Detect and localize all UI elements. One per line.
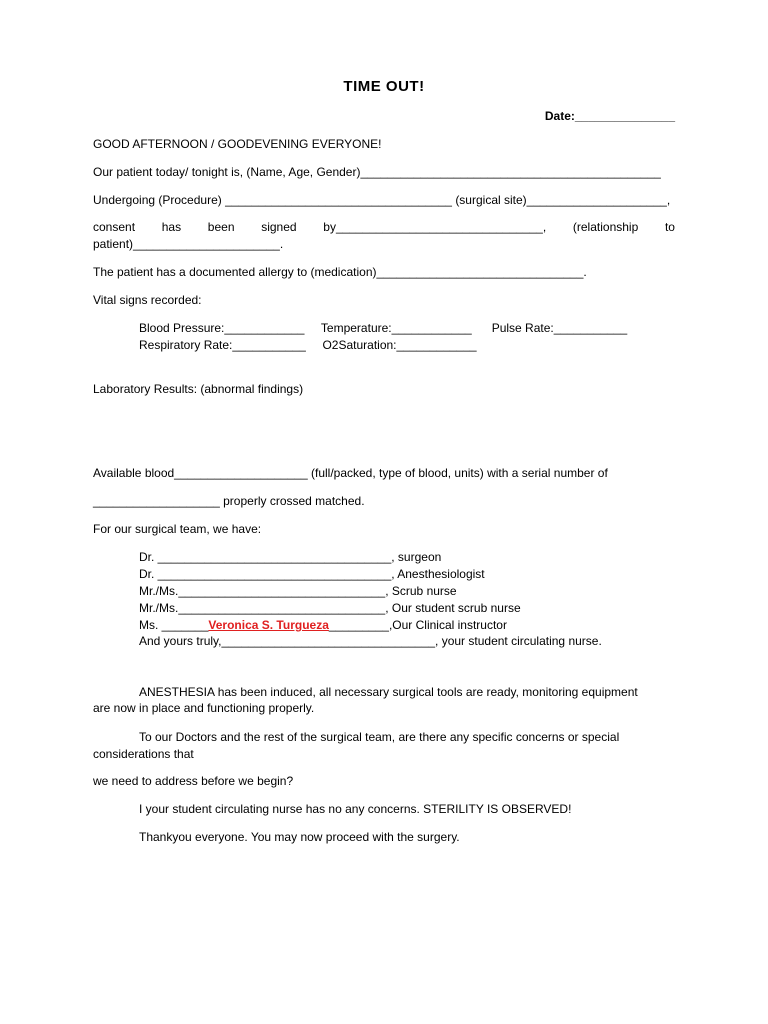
sterility-line: I your student circulating nurse has no any concerns. STERILITY IS OBSERVED! [139,802,572,816]
allergy-line: The patient has a documented allergy to (medication)_______________________________. [93,265,587,279]
team-clinical-instructor [139,618,507,633]
consent-word: signed [261,220,297,234]
date-field: Date:_______________ [544,109,675,123]
vitals-row-1: Blood Pressure:____________ Temperature:____________ Pulse Rate:___________ [139,321,628,335]
anesthesia-line-1: ANESTHESIA has been induced, all necessary surgical tools are ready, monitoring equipment [139,685,638,699]
blood-line-1: Available blood____________________ (full/packed, type of blood, units) with a serial number of [93,466,608,480]
vitals-heading: Vital signs recorded: [93,293,202,307]
anesthesia-line-2: are now in place and functioning properly. [93,701,315,715]
team-surgeon: Dr. ___________________________________, surgeon [139,550,442,564]
consent-line [93,220,675,235]
closing-line: Thankyou everyone. You may now proceed with the surgery. [139,830,460,844]
consent-word: has [161,220,182,234]
team-heading: For our surgical team, we have: [93,522,262,536]
team-circulating-nurse: And yours truly,________________________________, your student circulating nurse. [139,634,602,648]
consent-word: (relationship [572,220,639,234]
team-anesthesiologist: Dr. ___________________________________, Anesthesiologist [139,567,485,581]
procedure-line: Undergoing (Procedure) __________________________________ (surgical site)_____________________, [93,193,671,207]
greeting-text: GOOD AFTERNOON / GOODEVENING EVERYONE! [93,137,382,151]
lab-heading: Laboratory Results: (abnormal findings) [93,382,304,396]
instructor-prefix: Ms. _______ [139,618,209,632]
page-title: TIME OUT! [343,78,425,95]
consent-word: to [664,220,675,234]
patient-line: Our patient today/ tonight is, (Name, Age, Gender)_____________________________________________ [93,165,661,179]
consent-line-2: patient)______________________. [93,237,284,251]
doctors-line-1: To our Doctors and the rest of the surgical team, are there any specific concerns or special [139,730,620,744]
team-student-scrub-nurse: Mr./Ms._______________________________, Our student scrub nurse [139,601,521,615]
consent-word: consent [93,220,136,234]
instructor-name: Veronica S. Turgueza [208,618,329,632]
address-line: we need to address before we begin? [93,774,294,788]
consent-word: by_______________________________, [323,220,547,234]
team-scrub-nurse: Mr./Ms._______________________________, Scrub nurse [139,584,457,598]
consent-word: been [207,220,235,234]
blood-line-2: ___________________ properly crossed matched. [93,494,365,508]
instructor-suffix: _________,Our Clinical instructor [328,618,507,632]
doctors-line-2: considerations that [93,747,194,761]
vitals-row-2: Respiratory Rate:___________ O2Saturation:____________ [139,338,477,352]
